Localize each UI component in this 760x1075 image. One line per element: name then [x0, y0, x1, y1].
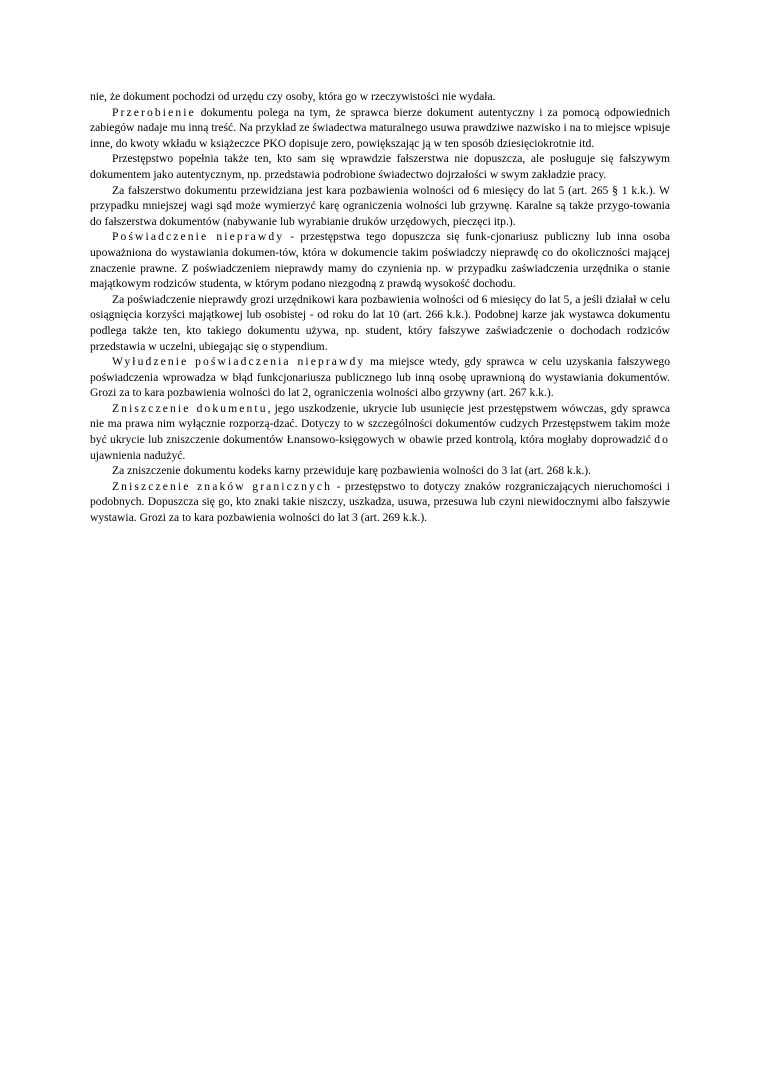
text-run: - przestępstwa tego dopuszcza się funk-cjonariusz publiczny lub inna osoba upoważniona do wystawiania dokumen-tów, która w dokumencie takim poświadczy nieprawdę co do okoliczności mającej znaczenie prawne. Z poświadczeniem nieprawdy mamy do czynienia np. w przypadku zaświadczenia urzędnika o stanie majątkowym rodziców studenta, w którym podano niezgodną z prawdą wysokość dochodu. [90, 230, 670, 291]
text-run: - przestępstwo to dotyczy znaków rozgraniczających nieruchomości i podobnych. Dopuszcza się go, kto znaki takie niszczy, uszkadza, usuwa, przesuwa lub czyni niewidocznymi albo fałszywie wystawia. Grozi za to kara pozbawienia wolności do lat 3 (art. 269 k.k.). [90, 479, 670, 525]
paragraph [90, 151, 670, 182]
text-run: ma miejsce wtedy, gdy sprawca w celu uzyskania fałszywego poświadczenia wprowadza w błąd funkcjonariusza publicznego lub inną osobę uprawnioną do wystawiania dokumentów. Grozi za to kara pozbawienia wolności do lat 2, ograniczenia wolności albo grzywny (art. 267 k.k.). [90, 355, 671, 400]
paragraph [90, 105, 670, 152]
text-run: dokumentu polega na tym, że sprawca bierze dokument autentyczny i za pomocą odpowiednich zabiegów nadaje mu inną treść. Na przykład ze świadectwa maturalnego usuwa prawdziwe nazwisko i na to miejsce wpisuje inne, do kwoty wkładu w książeczce PKO dopisuje zero, powiększając ją w ten sposób dziesięciokrotnie itd. [90, 105, 670, 150]
spaced-term: do [654, 433, 670, 447]
paragraph [90, 479, 670, 526]
text-run: Za fałszerstwo dokumentu przewidziana jest kara pozbawienia wolności od 6 miesięcy do lat 5 (art. 265 § 1 k.k.). W przypadku mniejszej wagi sąd może wymierzyć karę ograniczenia wolności lub grzywnę. Karalne są także przygo-towania do fałszerstwa dokumentów (nabywanie lub wyrabianie druków urzędowych, pieczęci itp.). [90, 183, 670, 228]
paragraph [90, 463, 670, 479]
spaced-term: Zniszczenie znaków granicznych [112, 479, 333, 493]
document-page [90, 89, 670, 526]
text-run: , jego uszkodzenie, ukrycie lub usunięcie jest przestępstwem wówczas, gdy sprawca nie ma prawa nim wyłącznie rozporzą-dzać. Dotyczy to w szczególności dokumentów cudzych Przestępstwem takim może być ukrycie lub zniszczenie dokumentów Łnansowo-księgowych w obawie przed kontrolą, która mogłaby doprowadzić [90, 401, 670, 447]
paragraph [90, 401, 670, 463]
paragraph [90, 354, 670, 401]
paragraph [90, 292, 670, 354]
paragraph [90, 229, 670, 291]
spaced-term: Wyłudzenie poświadczenia nieprawdy [112, 355, 366, 369]
spaced-term: Przerobienie [112, 105, 196, 119]
text-run: Przestępstwo popełnia także ten, kto sam się wprawdzie fałszerstwa nie dopuszcza, ale posługuje się fałszywym dokumentem jako autentycznym, np. przedstawia podrobione świadectwo dojrzałości w swym zakładzie pracy. [90, 152, 670, 181]
paragraph [90, 183, 670, 230]
spaced-term: Poświadczenie nieprawdy [112, 230, 285, 244]
text-run: nie, że dokument pochodzi od urzędu czy osoby, która go w rzeczywistości nie wydała. [90, 90, 496, 103]
text-run: Za zniszczenie dokumentu kodeks karny przewiduje karę pozbawienia wolności do 3 lat (art. 268 k.k.). [112, 464, 592, 478]
spaced-term: Zniszczenie dokumentu [112, 401, 268, 415]
text-run: ujawnienia nadużyć. [90, 448, 186, 462]
paragraph [90, 89, 670, 105]
text-run: Za poświadczenie nieprawdy grozi urzędnikowi kara pozbawienia wolności od 6 miesięcy do lat 5, a jeśli działał w celu osiągnięcia korzyści majątkowej lub osobistej - od roku do lat 10 (art. 266 k.k.). Podobnej karze jak wystawca dokumentu podlega także ten, kto takiego dokumentu używa, np. student, który fałszywe zaświadczenie o dochodach rodziców przedstawia w uczelni, ubiegając się o stypendium. [90, 292, 670, 353]
